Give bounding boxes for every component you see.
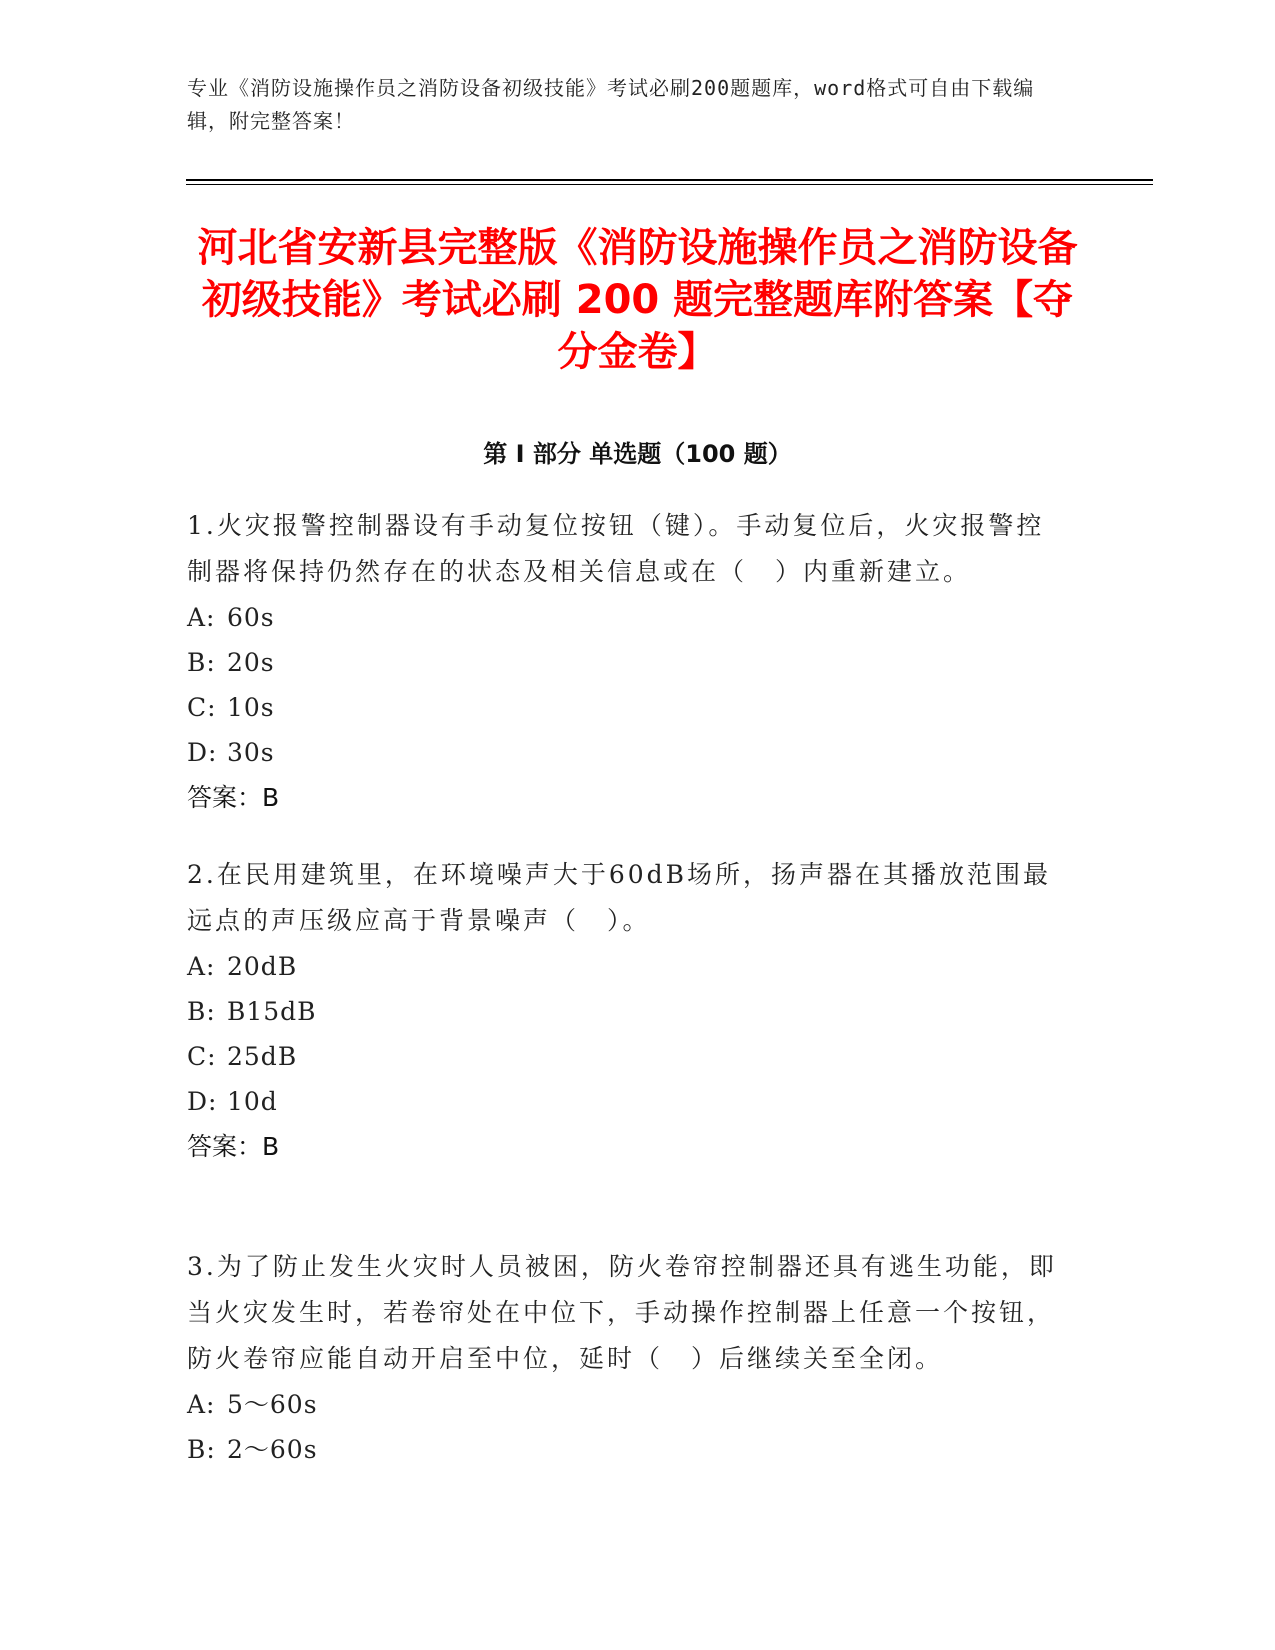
question-stem: 2.在民用建筑里，在环境噪声大于60dB场所，扬声器在其播放范围最远点的声压级应高于背景噪声（ ）。 bbox=[187, 860, 1052, 935]
option-letter: A: bbox=[187, 1390, 216, 1419]
option-text: 10s bbox=[227, 693, 275, 722]
option-letter: C: bbox=[187, 693, 217, 722]
option-d bbox=[187, 1079, 1067, 1124]
option-letter: D: bbox=[187, 1087, 218, 1116]
option-text: 60s bbox=[227, 603, 275, 632]
question-1 bbox=[187, 503, 1067, 820]
option-letter: B: bbox=[187, 997, 216, 1026]
option-letter: B: bbox=[187, 1435, 216, 1464]
header-note: 专业《消防设施操作员之消防设备初级技能》考试必刷200题题库，word格式可自由下载编辑，附完整答案！ bbox=[187, 76, 1035, 133]
option-letter: D: bbox=[187, 738, 218, 767]
option-text: 30s bbox=[227, 738, 275, 767]
header-divider-thick bbox=[186, 179, 1153, 181]
option-b bbox=[187, 989, 1067, 1034]
option-b bbox=[187, 640, 1067, 685]
document-title: 河北省安新县完整版《消防设施操作员之消防设备初级技能》考试必刷 200 题完整题库附答案【夺分金卷】 bbox=[197, 225, 1078, 375]
answer: 答案：B bbox=[187, 1132, 280, 1161]
option-a bbox=[187, 595, 1067, 640]
question-2 bbox=[187, 852, 1067, 1169]
option-letter: C: bbox=[187, 1042, 217, 1071]
option-letter: A: bbox=[187, 603, 216, 632]
question-stem: 3.为了防止发生火灾时人员被困，防火卷帘控制器还具有逃生功能，即当火灾发生时，若卷帘处在中位下，手动操作控制器上任意一个按钮，防火卷帘应能自动开启至中位，延时（ ）后继续关至全闭。 bbox=[187, 1252, 1057, 1373]
option-text: 20s bbox=[227, 648, 275, 677]
option-text: 2～60s bbox=[227, 1435, 318, 1464]
option-c bbox=[187, 685, 1067, 730]
option-text: 25dB bbox=[227, 1042, 298, 1071]
option-b bbox=[187, 1427, 1067, 1472]
option-text: B15dB bbox=[227, 997, 317, 1026]
option-text: 10d bbox=[227, 1087, 278, 1116]
option-text: 5～60s bbox=[227, 1390, 318, 1419]
option-a bbox=[187, 1382, 1067, 1427]
answer: 答案：B bbox=[187, 783, 280, 812]
question-3 bbox=[187, 1244, 1067, 1472]
option-c bbox=[187, 1034, 1067, 1079]
option-d bbox=[187, 730, 1067, 775]
section-heading: 第 I 部分 单选题（100 题） bbox=[483, 440, 792, 468]
option-letter: B: bbox=[187, 648, 216, 677]
question-stem: 1.火灾报警控制器设有手动复位按钮（键）。手动复位后，火灾报警控制器将保持仍然存在的状态及相关信息或在（ ）内重新建立。 bbox=[187, 511, 1045, 586]
option-text: 20dB bbox=[227, 952, 298, 981]
option-a bbox=[187, 944, 1067, 989]
header-divider-thin bbox=[186, 184, 1153, 185]
option-letter: A: bbox=[187, 952, 216, 981]
